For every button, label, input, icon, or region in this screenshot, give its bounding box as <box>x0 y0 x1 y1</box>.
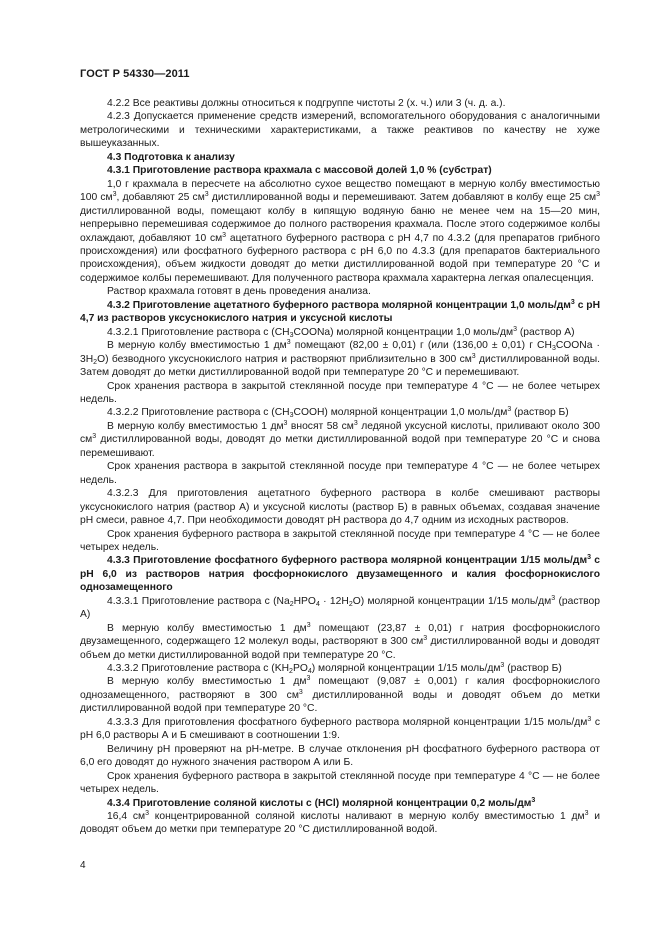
paragraph-storage-acetate-buffer: Срок хранения буферного раствора в закрытой стеклянной посуде при температуре 4 °С — не более четырех недель. <box>80 528 600 553</box>
paragraph-hcl-prep: 16,4 $см^3$ концентрированной соляной кислоты наливают в мерную колбу вместимостью 1 $дм^3$ и доводят объем до метки при температуре 20 °С дистиллированной водой. <box>80 810 600 836</box>
paragraph-4-3-3-1: 4.3.3.1 Приготовление раствора с $(Na_2HPO_4 \cdot 12H_2O)$ молярной концентрации 1/15 моль/$дм^3$ (раствор А) <box>80 594 600 621</box>
paragraph-starch-note: Раствор крахмала готовят в день проведения анализа. <box>107 286 371 298</box>
paragraph-phosphate-b-prep: В мерную колбу вместимостью 1 $дм^3$ помещают (9,087 ± 0,001) г калия фосфорнокислого однозамещенного, растворяют в 300 $см^3$ дистиллированной воды и доводят объем до метки дистиллированной водой при температуре 20 °С. <box>80 675 601 715</box>
paragraph-4-3-2-1: 4.3.2.1 Приготовление раствора с $(CH_3COONa)$ молярной концентрации 1,0 моль/$дм^3$ (раствор А) <box>107 325 575 339</box>
paragraph-4-3-2-2: 4.3.2.2 Приготовление раствора с $(CH_3COOH)$ молярной концентрации 1,0 моль/$дм^3$ (раствор Б) <box>107 406 569 420</box>
paragraph-solution-b-prep: В мерную колбу вместимостью 1 $дм^3$ вносят 58 $см^3$ ледяной уксусной кислоты, приливают около 300 $см^3$ дистиллированной воды, доводят до метки дистиллированной водой при температуре 20 °С и снова перемешивают. <box>80 419 600 459</box>
subsection-heading-4-3-2: 4.3.2 Приготовление ацетатного буферного раствора молярной концентрации 1,0 моль/$дм^3$ с рН 4,7 из растворов уксуснокислого натрия и уксусной кислоты <box>80 298 601 325</box>
paragraph-4-3-2-3: 4.3.2.3 Для приготовления ацетатного буферного раствора в колбе смешивают растворы уксуснокислого натрия (раствор А) и уксусной кислоты (раствор Б) в равных объемах, создавая значение рН смеси, равное 4,7. При необходимости доводят рН раствора до 4,7 одним из исходных растворов. <box>80 488 600 527</box>
paragraph-starch-prep: 1,0 г крахмала в пересчете на абсолютно сухое вещество помещают в мерную колбу вместимостью 100 $см^3$, добавляют 25 $см^3$ дистиллированной воды и перемешивают. Затем добавляют в колбу еще 25 $см^3$ дистиллированной воды, помещают колбу в кипящую водяную баню не менее чем на 15—20 мин, непрерывно перемешивая содержимое до полного растворения крахмала. После этого содержимое колбы охлаждают, добавляют 10 $см^3$ ацетатного буферного раствора с рН 4,7 по 4.3.2 (для препаратов грибного происхождения) или фосфатного буферного раствора с рН 6,0 по 4.3.3 (для препаратов бактериального происхождения), объем жидкости доводят до метки дистиллированной водой при температуре 20 °С и содержимое колбы перемешивают. Для полученного раствора крахмала характерна легкая опалесценция. <box>80 178 600 284</box>
paragraph-storage-a: Срок хранения раствора в закрытой стеклянной посуде при температуре 4 °С — не более четырех недель. <box>80 380 600 405</box>
paragraph-4-2-2: 4.2.2 Все реактивы должны относиться к подгруппе чистоты 2 (х. ч.) или 3 (ч. д. а.). <box>107 98 506 109</box>
subsection-heading-4-3-4: 4.3.4 Приготовление соляной кислоты с (HCl) молярной концентрации 0,2 моль/$дм^3$ <box>107 796 536 809</box>
document-body <box>80 97 600 837</box>
paragraph-4-3-3-3: 4.3.3.3 Для приготовления фосфатного буферного раствора молярной концентрации 1/15 моль/$дм^3$ с рН 6,0 растворы А и Б смешивают в соотношении 1:9. <box>80 715 600 742</box>
paragraph-storage-b: Срок хранения раствора в закрытой стеклянной посуде при температуре 4 °С — не более четырех недель. <box>80 461 600 486</box>
subsection-heading-4-3-1: 4.3.1 Приготовление раствора крахмала с массовой долей 1,0 % (субстрат) <box>107 165 492 177</box>
paragraph-ph-check: Величину рН проверяют на рН-метре. В случае отклонения рН фосфатного буферного раствора от 6,0 его доводят до нужного значения раствором А или Б. <box>80 743 600 769</box>
paragraph-4-2-3: 4.2.3 Допускается применение средств измерений, вспомогательного оборудования с аналогичными метрологическими и техническими характеристиками, а также реактивов по качеству не хуже вышеуказанных. <box>80 111 600 150</box>
section-heading-4-3: 4.3 Подготовка к анализу <box>107 151 235 163</box>
page-number: 4 <box>80 860 86 871</box>
paragraph-solution-a-prep: В мерную колбу вместимостью 1 $дм^3$ помещают (82,00 ± 0,01) г (или (136,00 ± 0,01) г $CH_3COONa \cdot 3H_2O$) безводного уксуснокислого натрия и растворяют приблизительно в 300 $см^3$ дистиллированной воды. Затем доводят до метки дистиллированной водой при температуре 20 °С и перемешивают. <box>80 339 600 379</box>
document-header: ГОСТ Р 54330—2011 <box>80 68 190 80</box>
paragraph-phosphate-a-prep: В мерную колбу вместимостью 1 $дм^3$ помещают (23,87 ± 0,01) г натрия фосфорнокислого двузамещенного, содержащего 12 молекул воды, растворяют в 300 $см^3$ дистиллированной воды и доводят объем до метки дистиллированной водой при температуре 20 °С. <box>80 621 601 661</box>
subsection-heading-4-3-3: 4.3.3 Приготовление фосфатного буферного раствора молярной концентрации 1/15 моль/$дм^3$ с рН 6,0 из растворов натрия фосфорнокислого двузамещенного и калия фосфорнокислого однозамещенного <box>80 554 600 594</box>
paragraph-storage-phosphate-buffer: Срок хранения буферного раствора в закрытой стеклянной посуде при температуре 4 °С — не более четырех недель. <box>80 770 600 796</box>
paragraph-4-3-3-2: 4.3.3.2 Приготовление раствора с $(KH_2PO_4)$ молярной концентрации 1/15 моль/$дм^3$ (раствор Б) <box>107 662 562 676</box>
